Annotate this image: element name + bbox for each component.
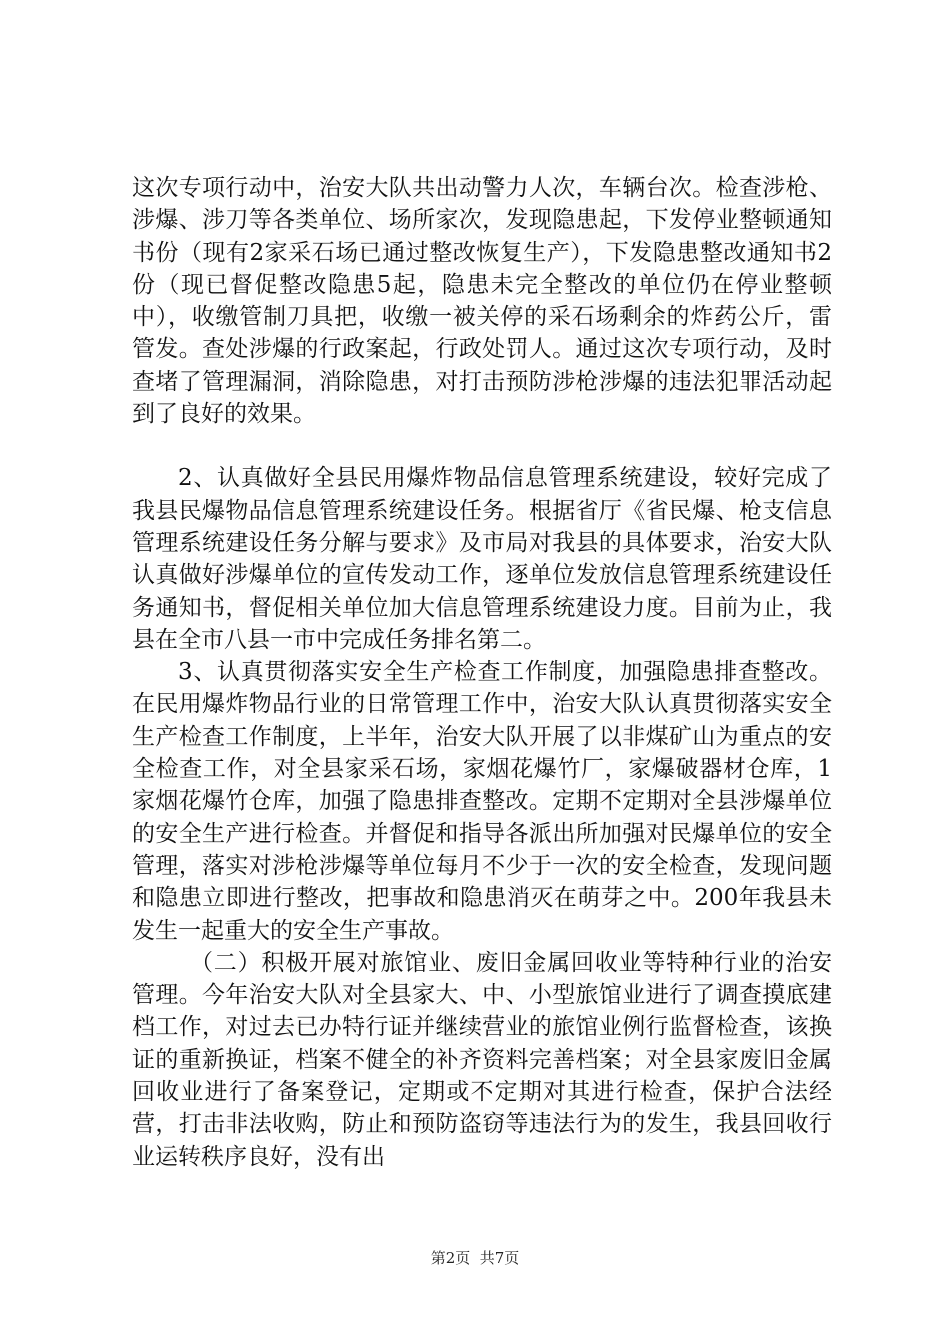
paragraph-safety-inspection: 3、认真贯彻落实安全生产检查工作制度，加强隐患排查整改。在民用爆炸物品行业的日常管理工作中，治安大队认真贯彻落实安全生产检查工作制度，上半年，治安大队开展了以非煤矿山为重点的安全检查工作，对全县家采石场，家烟花爆竹厂，家爆破器材仓库，1家烟花爆竹仓库，加强了隐患排查整改。定期不定期对全县涉爆单位的安全生产进行检查。并督促和指导各派出所加强对民爆单位的安全管理，落实对涉枪涉爆等单位每月不少于一次的安全检查，发现问题和隐患立即进行整改，把事故和隐患消灭在萌芽之中。200年我县未发生一起重大的安全生产事故。 [132, 659, 832, 944]
document-body [132, 172, 832, 1173]
paragraph-explosives-info-system: 2、认真做好全县民用爆炸物品信息管理系统建设，较好完成了我县民爆物品信息管理系统建设任务。根据省厅《省民爆、枪支信息管理系统建设任务分解与要求》及市局对我县的具体要求，治安大队认真做好涉爆单位的宣传发动工作，逐单位发放信息管理系统建设任务通知书，督促相关单位加大信息管理系统建设力度。目前为止，我县在全市八县一市中完成任务排名第二。 [132, 465, 832, 653]
paragraph-special-industries: （二）积极开展对旅馆业、废旧金属回收业等特种行业的治安管理。今年治安大队对全县家大、中、小型旅馆业进行了调查摸底建档工作，对过去已办特行证并继续营业的旅馆业例行监督检查，该换证的重新换证，档案不健全的补齐资料完善档案；对全县家废旧金属回收业进行了备案登记，定期或不定期对其进行检查，保护合法经营，打击非法收购，防止和预防盗窃等违法行为的发生，我县回收行业运转秩序良好，没有出 [132, 949, 832, 1170]
page-number-footer: 第2页 共7页 [430, 1249, 520, 1267]
paragraph-special-action-results: 这次专项行动中，治安大队共出动警力人次，车辆台次。检查涉枪、涉爆、涉刀等各类单位、场所家次，发现隐患起，下发停业整顿通知书份（现有2家采石场已通过整改恢复生产），下发隐患整改通知书2份（现已督促整改隐患5起，隐患未完全整改的单位仍在停业整顿中），收缴管制刀具把，收缴一被关停的采石场剩余的炸药公斤，雷管发。查处涉爆的行政案起，行政处罚人。通过这次专项行动，及时查堵了管理漏洞，消除隐患，对打击预防涉枪涉爆的违法犯罪活动起到了良好的效果。 [132, 175, 832, 428]
